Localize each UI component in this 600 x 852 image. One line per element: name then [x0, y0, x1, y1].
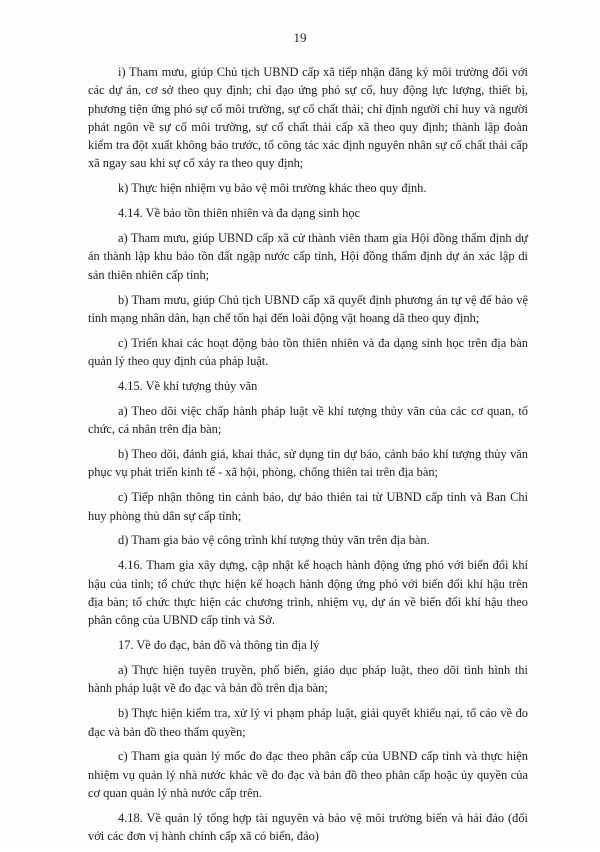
- paragraph-17-b: b) Thực hiện kiểm tra, xử lý vi phạm pháp luật, giải quyết khiếu nại, tố cáo về đo đạc và bản đồ theo thẩm quyền;: [88, 706, 528, 739]
- heading-4-18: 4.18. Về quản lý tổng hợp tài nguyên và bảo vệ môi trường biển và hải đảo (đối với các đơn vị hành chính cấp xã có biển, đảo): [88, 810, 528, 844]
- paragraph-4-13-i: i) Tham mưu, giúp Chủ tịch UBND cấp xã tiếp nhận đăng ký môi trường đối với các dự án, cơ sở theo quy định; chỉ đạo ứng phó sự cố, huy động lực lượng, thiết bị, phương tiện ứng phó sự cố môi trường, sự cố chất thải; chỉ định người chỉ huy và người phát ngôn về sự cố môi trường, sự cố chất thải cấp xã theo quy định; thành lập đoàn kiểm tra đột xuất không báo trước, tổ công tác xác định nguyên nhân sự cố chất thải cấp xã ngay sau khi sự cố xảy ra theo quy định;: [88, 65, 528, 171]
- paragraph-17-a: a) Thực hiện tuyên truyền, phổ biến, giáo dục pháp luật, theo dõi tình hình thi hành pháp luật về đo đạc và bản đồ trên địa bàn;: [88, 663, 528, 696]
- paragraph-4-15-b: b) Theo dõi, đánh giá, khai thác, sử dụng tin dự báo, cảnh báo khí tượng thủy văn phục vụ phát triển kinh tế - xã hội, phòng, chống thiên tai trên địa bàn;: [88, 447, 528, 480]
- paragraph-4-15-d: d) Tham gia bảo vệ công trình khí tượng thủy văn trên địa bàn.: [118, 533, 430, 548]
- paragraph-4-14-a: a) Tham mưu, giúp UBND cấp xã cử thành viên tham gia Hội đồng thẩm định dự án thành lập khu bảo tồn đất ngập nước cấp tỉnh, Hội đồng thẩm định dự án xác lập di sản thiên nhiên cấp tỉnh;: [88, 231, 528, 282]
- page-number: 19: [293, 30, 307, 45]
- paragraph-4-14-b: b) Tham mưu, giúp Chủ tịch UBND cấp xã quyết định phương án tự vệ để bảo vệ tính mạng nhân dân, hạn chế tổn hại đến loài động vật hoang dã theo quy định;: [88, 292, 528, 325]
- paragraph-4-15-c: c) Tiếp nhận thông tin cảnh báo, dự báo thiên tai từ UBND cấp tỉnh và Ban Chỉ huy phòng thủ dân sự cấp tỉnh;: [88, 490, 528, 523]
- paragraph-17-c: c) Tham gia quản lý mốc đo đạc theo phân cấp của UBND cấp tỉnh và thực hiện nhiệm vụ quản lý nhà nước khác về đo đạc và bản đồ theo phân cấp hoặc ủy quyền của cơ quan quản lý nhà nước cấp trên.: [88, 749, 528, 800]
- paragraph-4-14-c: c) Triển khai các hoạt động bảo tồn thiên nhiên và đa dạng sinh học trên địa bàn quản lý theo quy định của pháp luật.: [88, 335, 528, 369]
- heading-17: 17. Về đo đạc, bản đồ và thông tin địa lý: [118, 638, 320, 653]
- paragraph-4-15-a: a) Theo dõi việc chấp hành pháp luật về khí tượng thủy văn của các cơ quan, tổ chức, cá nhân trên địa bàn;: [88, 403, 528, 437]
- heading-4-14: 4.14. Về bảo tồn thiên nhiên và đa dạng sinh học: [118, 206, 361, 221]
- paragraph-4-13-k: k) Thực hiện nhiệm vụ bảo vệ môi trường khác theo quy định.: [118, 181, 427, 196]
- document-body: [88, 63, 528, 852]
- paragraph-4-16: 4.16. Tham gia xây dựng, cập nhật kế hoạch hành động ứng phó với biến đổi khí hậu của tỉnh; tổ chức thực hiện kế hoạch hành động ứng phó với biến đổi khí hậu trên địa bàn; tổ chức thực hiện các chương trình, nhiệm vụ, dự án về biến đổi khí hậu theo phân công của UBND cấp tỉnh và Sở.: [88, 558, 528, 628]
- heading-4-15: 4.15. Về khí tượng thủy văn: [118, 379, 258, 394]
